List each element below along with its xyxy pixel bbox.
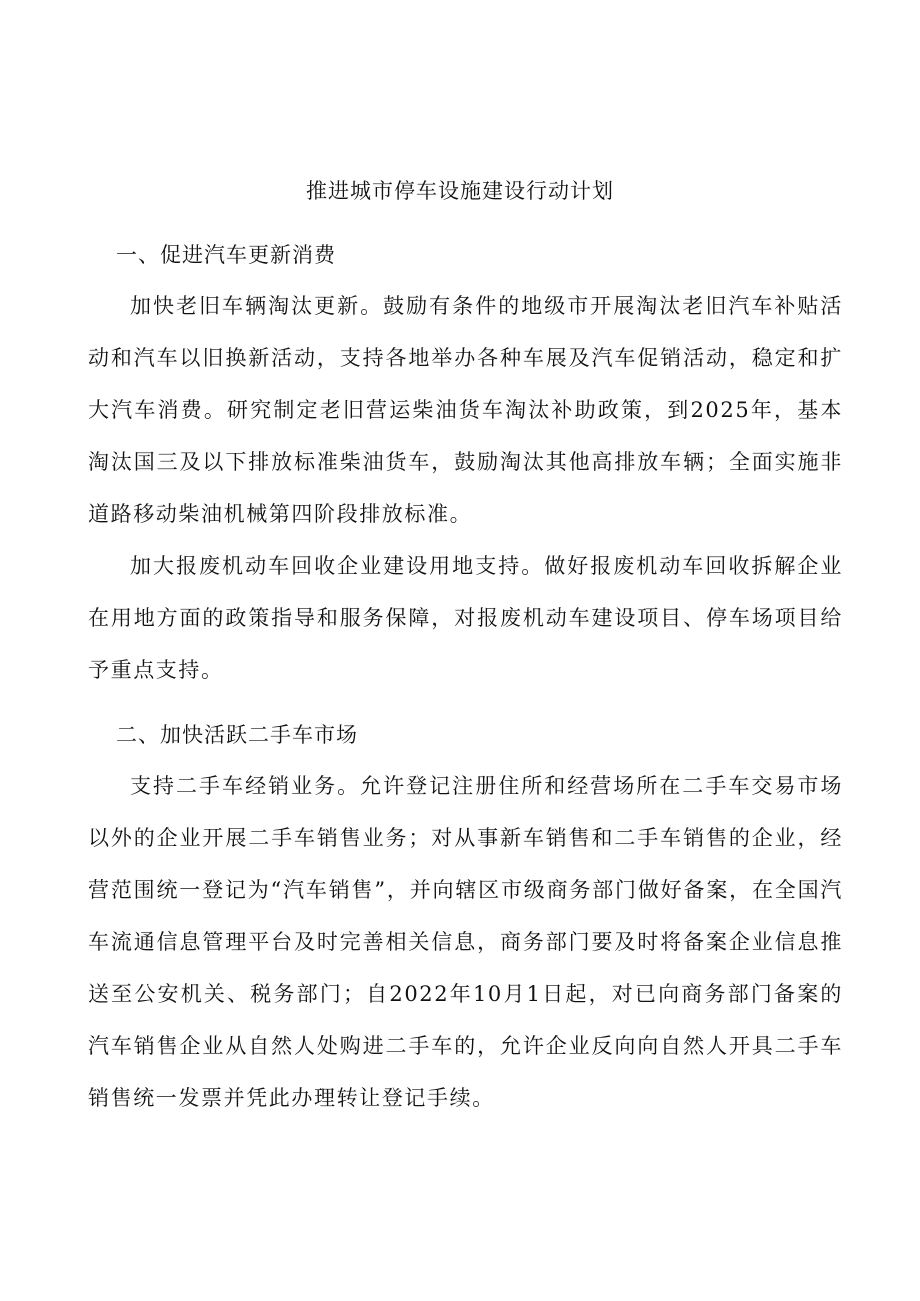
section-heading-2: 二、加快活跃二手车市场 — [116, 723, 358, 747]
document-title: 推进城市停车设施建设行动计划 — [306, 179, 614, 203]
section-2-paragraph-1: 支持二手车经销业务。允许登记注册住所和经营场所在二手车交易市场以外的企业开展二手车销售业务；对从事新车销售和二手车销售的企业，经营范围统一登记为“汽车销售”，并向辖区市级商务部门做好备案，在全国汽车流通信息管理平台及时完善相关信息，商务部门要及时将备案企业信息推送至公安机关、税务部门；自2022年10月1日起，对已向商务部门备案的汽车销售企业从自然人处购进二手车的，允许企业反向向自然人开具二手车销售统一发票并凭此办理转让登记手续。 — [88, 774, 843, 1110]
section-1-paragraph-2: 加大报废机动车回收企业建设用地支持。做好报废机动车回收拆解企业在用地方面的政策指导和服务保障，对报废机动车建设项目、停车场项目给予重点支持。 — [88, 554, 843, 682]
section-1-paragraph-1: 加快老旧车辆淘汰更新。鼓励有条件的地级市开展淘汰老旧汽车补贴活动和汽车以旧换新活动，支持各地举办各种车展及汽车促销活动，稳定和扩大汽车消费。研究制定老旧营运柴油货车淘汰补助政策，到2025年，基本淘汰国三及以下排放标准柴油货车，鼓励淘汰其他高排放车辆；全面实施非道路移动柴油机械第四阶段排放标准。 — [88, 294, 843, 526]
section-heading-1: 一、促进汽车更新消费 — [116, 243, 336, 267]
